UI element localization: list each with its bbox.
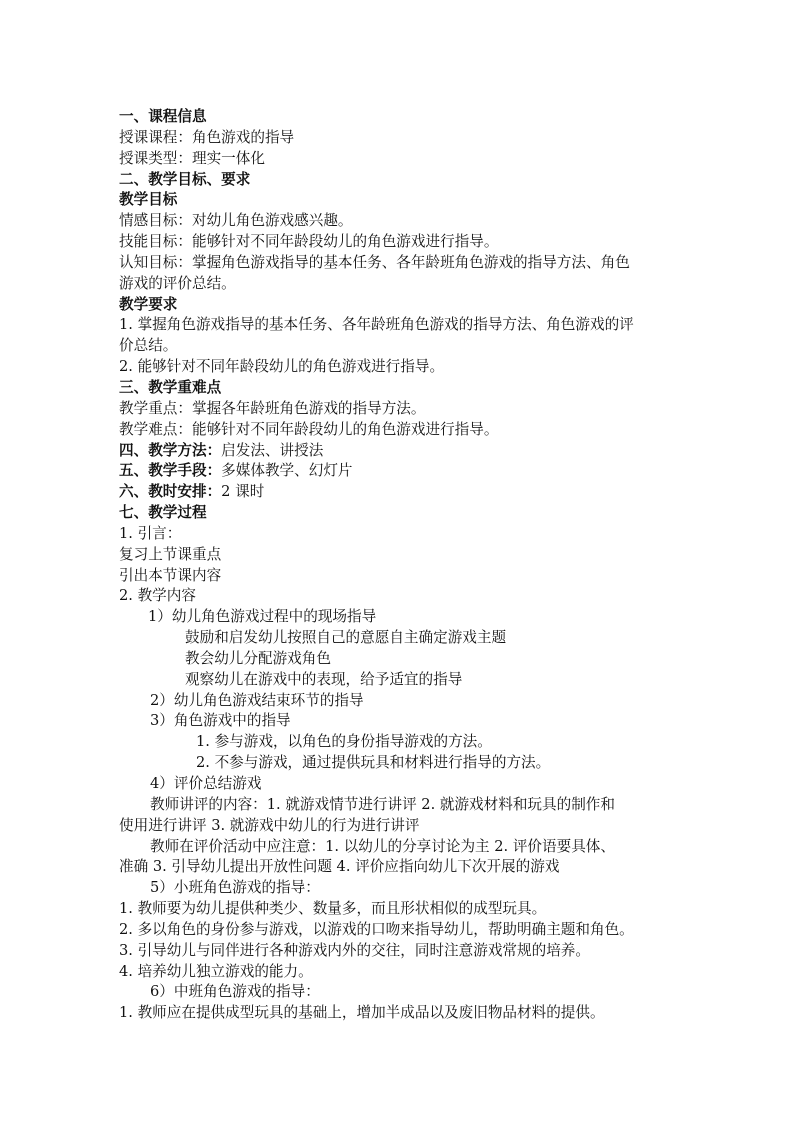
process-line: 3. 引导幼儿与同伴进行各种游戏内外的交往，同时注意游戏常规的培养。 — [119, 941, 590, 959]
label: 五、教学手段： — [119, 462, 222, 480]
section-heading: 二、教学目标、要求 — [119, 170, 251, 188]
hours-line — [119, 482, 679, 503]
difficult-point: 教学难点：能够针对不同年龄段幼儿的角色游戏进行指导。 — [119, 420, 499, 438]
course-name: 授课课程：角色游戏的指导 — [119, 128, 295, 146]
process-line: 4. 培养幼儿独立游戏的能力。 — [119, 962, 313, 980]
key-point: 教学重点：掌握各年龄班角色游戏的指导方法。 — [119, 399, 426, 417]
process-line: 2. 不参与游戏，通过提供玩具和材料进行指导的方法。 — [196, 754, 551, 772]
process-line: 使用进行讲评 3. 就游戏中幼儿的行为进行讲评 — [119, 816, 420, 834]
goal-line: 情感目标：对幼儿角色游戏感兴趣。 — [119, 212, 353, 230]
process-line: 1. 教师应在提供成型玩具的基础上，增加半成品以及废旧物品材料的提供。 — [119, 1004, 605, 1022]
process-line: 2. 多以角色的身份参与游戏，以游戏的口吻来指导幼儿，帮助明确主题和角色。 — [119, 920, 634, 938]
process-line: 教会幼儿分配游戏角色 — [185, 649, 331, 667]
label: 六、教时安排： — [119, 483, 222, 501]
req-line: 1. 掌握角色游戏指导的基本任务、各年龄班角色游戏的指导方法、角色游戏的评 — [119, 316, 634, 334]
process-line: 6）中班角色游戏的指导： — [150, 983, 320, 1001]
value: 启发法、讲授法 — [221, 441, 324, 459]
process-line: 1）幼儿角色游戏过程中的现场指导 — [148, 608, 377, 626]
process-line: 4）评价总结游戏 — [150, 775, 262, 792]
document-page — [119, 107, 679, 1024]
means-line — [119, 461, 679, 482]
process-line: 3）角色游戏中的指导 — [150, 712, 291, 730]
process-line: 观察幼儿在游戏中的表现，给予适宜的指导 — [185, 670, 463, 688]
process-line: 1. 参与游戏，以角色的身份指导游戏的方法。 — [196, 733, 492, 751]
process-line: 教师讲评的内容：1. 就游戏情节进行讲评 2. 就游戏材料和玩具的制作和 — [150, 795, 615, 813]
process-line: 1. 引言： — [119, 524, 182, 542]
course-type: 授课类型：理实一体化 — [119, 149, 265, 167]
req-line: 价总结。 — [119, 337, 178, 355]
process-line: 鼓励和启发幼儿按照自己的意愿自主确定游戏主题 — [185, 629, 507, 647]
value: 多媒体教学、幻灯片 — [221, 462, 353, 480]
process-line: 引出本节课内容 — [119, 566, 222, 584]
subheading: 教学要求 — [119, 295, 178, 313]
value: 2 课时 — [221, 483, 265, 501]
methods-line — [119, 441, 679, 462]
goal-line: 游戏的评价总结。 — [119, 274, 236, 292]
goal-line: 技能目标：能够针对不同年龄段幼儿的角色游戏进行指导。 — [119, 233, 499, 251]
goal-line: 认知目标：掌握角色游戏指导的基本任务、各年龄班角色游戏的指导方法、角色 — [119, 253, 630, 271]
process-line: 教师在评价活动中应注意：1. 以幼儿的分享讨论为主 2. 评价语要具体、 — [150, 837, 615, 855]
process-line: 5）小班角色游戏的指导： — [150, 879, 320, 897]
process-line: 2）幼儿角色游戏结束环节的指导 — [150, 691, 364, 709]
process-line: 2. 教学内容 — [119, 587, 196, 605]
section-heading: 一、课程信息 — [119, 108, 207, 125]
label: 四、教学方法： — [119, 441, 222, 459]
process-line: 1. 教师要为幼儿提供种类少、数量多，而且形状相似的成型玩具。 — [119, 900, 547, 918]
req-line: 2. 能够针对不同年龄段幼儿的角色游戏进行指导。 — [119, 358, 445, 376]
section-heading: 三、教学重难点 — [119, 378, 222, 396]
process-line: 复习上节课重点 — [119, 545, 222, 563]
subheading: 教学目标 — [119, 191, 178, 209]
process-line: 准确 3. 引导幼儿提出开放性问题 4. 评价应指向幼儿下次开展的游戏 — [119, 858, 560, 876]
section-heading: 七、教学过程 — [119, 504, 207, 522]
